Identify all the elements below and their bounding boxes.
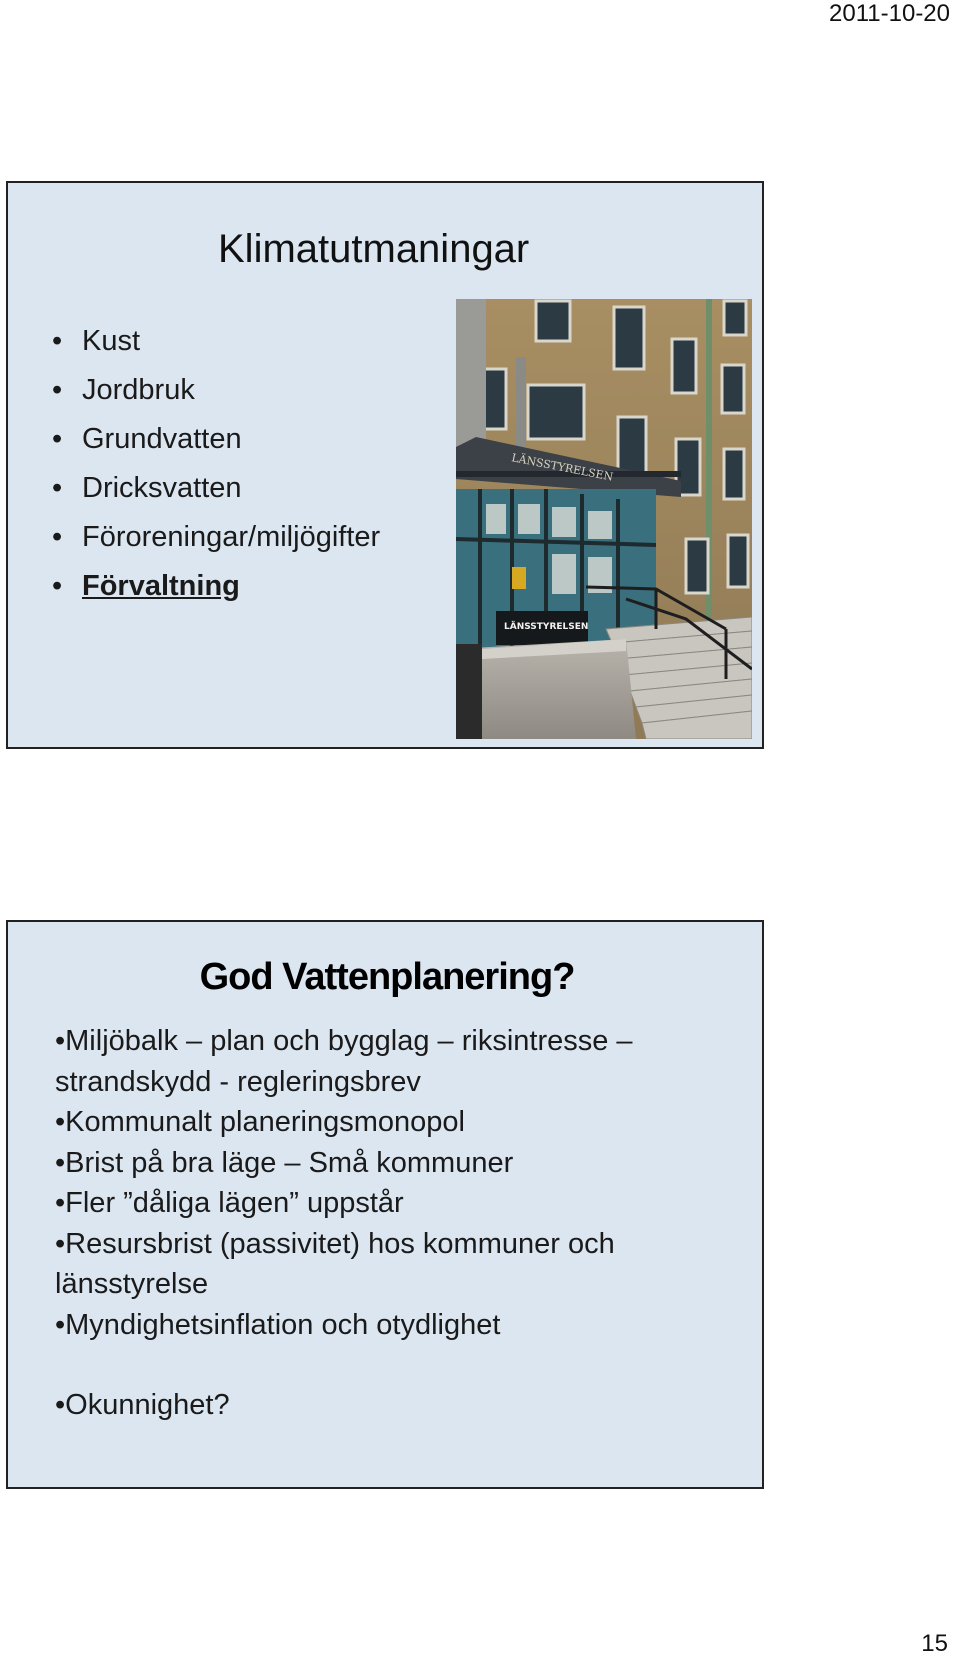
page-number: 15 [921, 1630, 948, 1657]
body-line: •Okunnighet? [55, 1389, 230, 1421]
list-item: • Grundvatten [52, 423, 242, 455]
slide-title: Klimatutmaningar [218, 227, 530, 271]
page-date: 2011-10-20 [829, 0, 950, 27]
list-item-forvaltning: • Förvaltning [52, 570, 240, 602]
bullet-list [52, 317, 380, 611]
body-line: •Miljöbalk – plan och bygglag – riksintresse – strandskydd - regleringsbrev [55, 1025, 633, 1098]
body-line: •Brist på bra läge – Små kommuner [55, 1146, 514, 1179]
canopy-sign-text: LÄNSSTYRELSEN [510, 451, 615, 484]
body-line: •Resursbrist (passivitet) hos kommuner och länsstyrelse [55, 1227, 615, 1300]
list-item: • Föroreningar/miljögifter [52, 521, 381, 553]
slide-god-vattenplanering [6, 920, 764, 1489]
entrance-sign-text: LÄNSSTYRELSEN [504, 622, 589, 632]
slide-body [55, 1021, 742, 1426]
list-item: • Kust [52, 325, 141, 357]
building-photo [456, 299, 752, 739]
body-line: •Fler ”dåliga lägen” uppstår [55, 1187, 404, 1219]
body-line: •Kommunalt planeringsmonopol [55, 1106, 465, 1138]
slide-title: God Vattenplanering? [199, 956, 575, 998]
slide-klimatutmaningar [6, 181, 764, 749]
body-line: •Myndighetsinflation och otydlighet [55, 1308, 501, 1341]
list-item: • Jordbruk [52, 374, 195, 406]
list-item: • Dricksvatten [52, 472, 242, 504]
building-illustration [456, 299, 752, 739]
